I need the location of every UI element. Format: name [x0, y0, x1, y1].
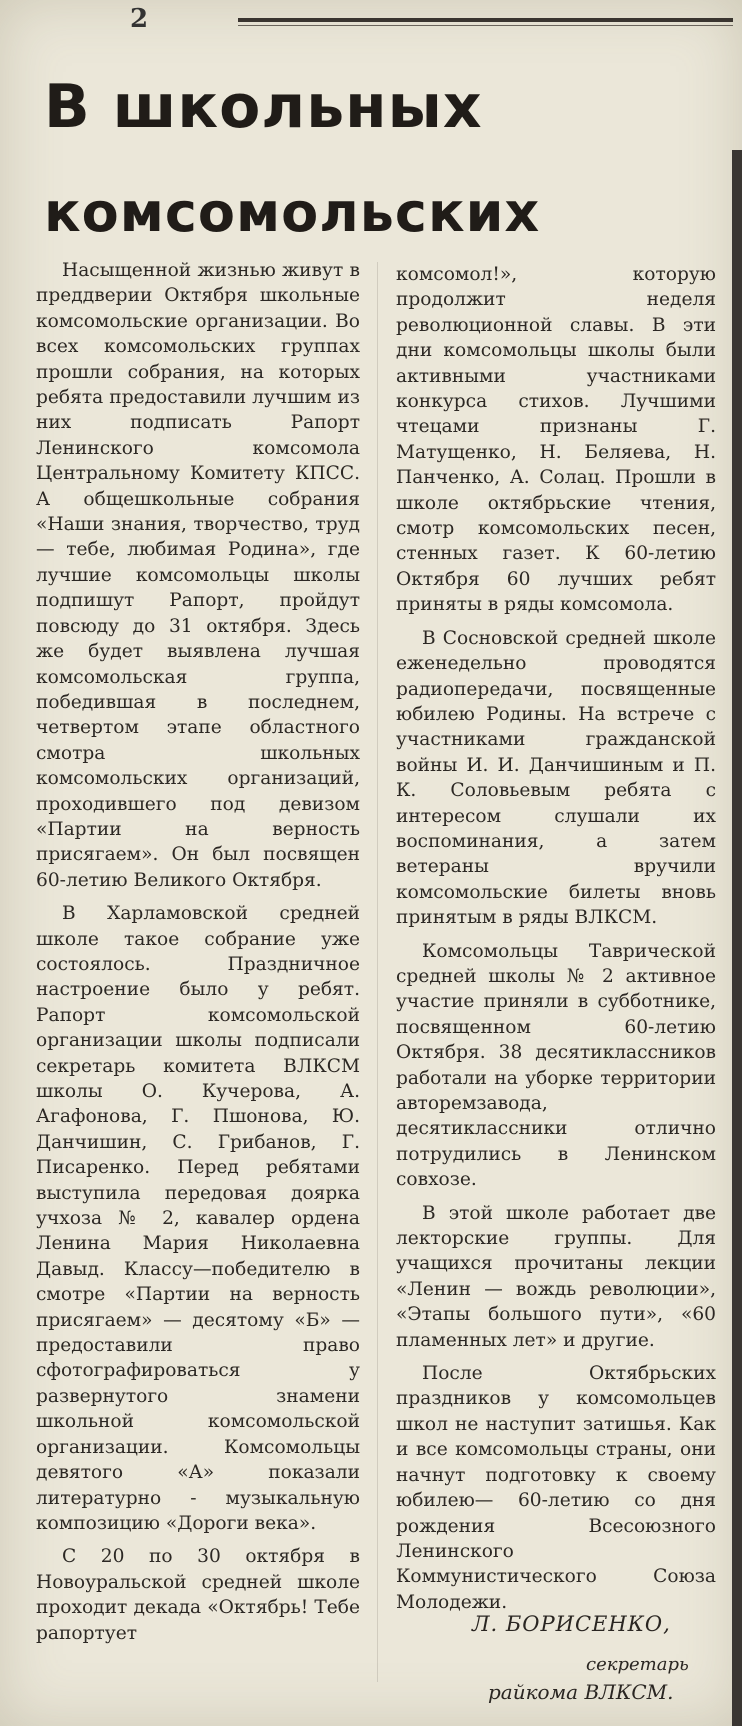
page-edge — [732, 150, 742, 1726]
paragraph: В Харламовской средней школе такое собрание уже состоялось. Праздничное настроение было у ребят. Рапорт комсомольской организации школы подписали секретарь комитета ВЛКСМ школы О. Кучерова, А. Агафонова, Г. Пшонова, Ю. Данчишин, С. Грибанов, Г. Писаренко. Перед ребятами выступила передовая доярка учхоза № 2, кавалер ордена Ленина Мария Николаевна Давыд. Классу—победителю в смотре «Партии на верность присягаем» — десятому «Б» —предоставили право сфотографироваться у развернутого знамени школьной комсомольской организации. Комсомольцы девятого «А» показали литературно - музыкальную композицию «Дороги века». — [36, 903, 360, 1534]
headline — [44, 60, 724, 270]
paragraph: После Октябрьских праздников у комсомольцев школ не наступит затишья. Как и все комсомольцы страны, они начнут подготовку к своему юбилею— 60-летию со дня рождения Всесоюзного Ленинского Коммунистического Союза Молодежи. — [396, 1363, 716, 1613]
author-signature: Л. БОРИСЕНКО, — [472, 1612, 671, 1636]
paragraph: В этой школе работает две лекторские группы. Для учащихся прочитаны лекции «Ленин — вождь революции», «Этапы большого пути», «60 пламенных лет» и другие. — [396, 1202, 716, 1351]
paragraph: Комсомольцы Таврической средней школы № 2 активное участие приняли в субботнике, посвященном 60-летию Октября. 38 десятиклассников работали на уборке территории авторемзавода, десятиклассники отлично потрудились в Ленинском совхозе. — [396, 940, 716, 1191]
top-rule — [238, 18, 733, 22]
left-column — [36, 258, 360, 1654]
author-role-line-2: райкома ВЛКСМ. — [488, 1680, 674, 1704]
column-divider — [377, 262, 378, 1682]
page-number: 2 — [130, 4, 149, 34]
headline-line-2: комсомольских — [44, 181, 541, 244]
right-column — [396, 262, 716, 1623]
paragraph: Насыщенной жизнью живут в преддверии Октября школьные комсомольские организации. Во всех комсомольских группах прошли собрания, на которых ребята предоставили лучшим из них подписать Рапорт Ленинского комсомола Центральному Комитету КПСС. А общешкольные собрания «Наши знания, творчество, труд— тебе, любимая Родина», где лучшие комсомольцы школы подпишут Рапорт, пройдут повсюду до 31 октября. Здесь же будет выявлена лучшая комсомольская группа, победившая в последнем, четвертом этапе областного смотра школьных комсомольских организаций, проходившего под девизом «Партии на верность присягаем». Он был посвящен 60-летию Великого Октября. — [36, 260, 360, 891]
paragraph: С 20 по 30 октября в Новоуральской средней школе проходит декада «Октябрь! Тебе рапортует — [36, 1546, 360, 1644]
author-role-line-1: секретарь — [586, 1654, 689, 1675]
top-rule-thin — [238, 25, 733, 26]
headline-line-1: В школьных — [44, 72, 483, 142]
paragraph: В Сосновской средней школе еженедельно проводятся радиопередачи, посвященные юбилею Родины. На встрече с участниками гражданской войны И. И. Данчишиным и П. К. Соловьевым ребята с интересом слушали их воспоминания, а затем ветераны вручили комсомольские билеты вновь принятым в ряды ВЛКСМ. — [396, 627, 716, 929]
paragraph: комсомол!», которую продолжит неделя революционной славы. В эти дни комсомольцы школы были активными участниками конкурса стихов. Лучшими чтецами признаны Г. Матущенко, Н. Беляева, Н. Панченко, А. Солац. Прошли в школе октябрьские чтения, смотр комсомольских песен, стенных газет. К 60-летию Октября 60 лучших ребят приняты в ряды комсомола. — [396, 264, 716, 616]
